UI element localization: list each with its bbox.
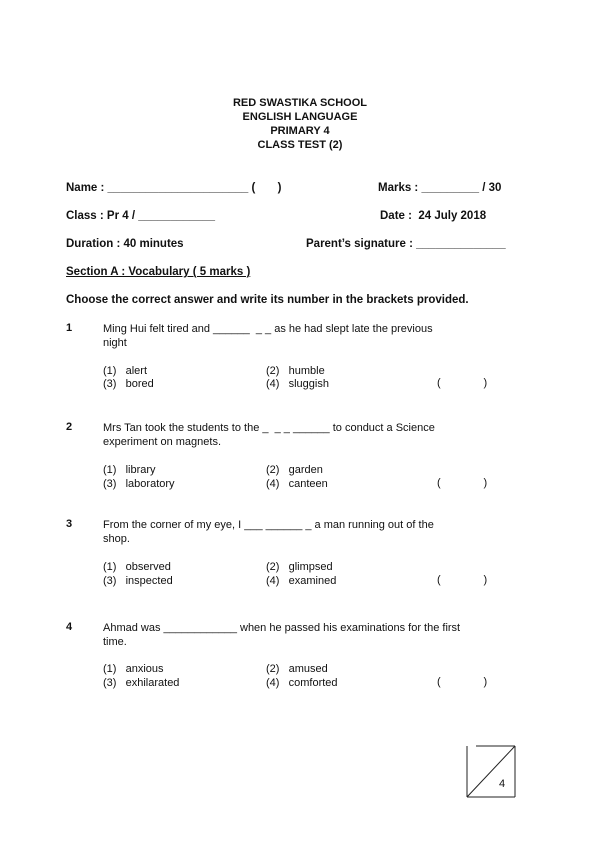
question-text-line2: shop.: [103, 533, 130, 545]
question-text-line1: Mrs Tan took the students to the _ _ _ ______ to conduct a Science: [103, 422, 435, 434]
option-3: (3) bored: [103, 378, 154, 390]
test-name: CLASS TEST (2): [257, 139, 343, 151]
duration-field: Duration : 40 minutes: [66, 238, 184, 250]
option-4: (4) examined: [266, 575, 337, 587]
signature-field: Parent’s signature : ______________: [306, 238, 506, 250]
option-1: (1) observed: [103, 561, 171, 573]
option-3: (3) inspected: [103, 575, 173, 587]
section-title: Section A : Vocabulary ( 5 marks ): [66, 266, 251, 278]
question-number: 1: [66, 322, 73, 334]
answer-bracket: ( ): [437, 574, 488, 586]
date-field: Date : 24 July 2018: [380, 210, 487, 222]
question-number: 4: [66, 621, 73, 633]
question-text-line1: Ming Hui felt tired and ______ _ _ as he had slept late the previous: [103, 323, 433, 335]
instruction-text: Choose the correct answer and write its number in the brackets provided.: [66, 294, 469, 306]
option-2: (2) glimpsed: [266, 561, 333, 573]
page-number: 4: [499, 778, 506, 790]
page-number-box: [466, 745, 516, 798]
question-text-line2: experiment on magnets.: [103, 436, 222, 448]
name-field: Name : ______________________ ( ): [66, 182, 282, 194]
question-number: 3: [66, 518, 73, 530]
question-text-line1: From the corner of my eye, I ___ ______ _ a man running out of the: [103, 519, 434, 531]
question-text-line1: Ahmad was ____________ when he passed his examinations for the first: [103, 622, 461, 634]
option-3: (3) laboratory: [103, 478, 175, 490]
option-2: (2) garden: [266, 464, 323, 476]
option-1: (1) library: [103, 464, 156, 476]
question-number: 2: [66, 421, 73, 433]
option-4: (4) sluggish: [266, 378, 329, 390]
subject-name: ENGLISH LANGUAGE: [242, 111, 358, 123]
class-field: Class : Pr 4 / ____________: [66, 210, 215, 222]
question-text-line2: night: [103, 337, 127, 349]
option-4: (4) comforted: [266, 677, 338, 689]
option-2: (2) humble: [266, 365, 325, 377]
marks-field: Marks : _________ / 30: [378, 182, 502, 194]
option-1: (1) anxious: [103, 663, 164, 675]
level-name: PRIMARY 4: [270, 125, 330, 137]
question-text-line2: time.: [103, 636, 127, 648]
option-1: (1) alert: [103, 365, 148, 377]
option-3: (3) exhilarated: [103, 677, 180, 689]
page-box-frame: [466, 745, 516, 798]
answer-bracket: ( ): [437, 477, 488, 489]
option-2: (2) amused: [266, 663, 328, 675]
school-name: RED SWASTIKA SCHOOL: [232, 97, 368, 109]
answer-bracket: ( ): [437, 377, 488, 389]
option-4: (4) canteen: [266, 478, 328, 490]
answer-bracket: ( ): [437, 676, 488, 688]
